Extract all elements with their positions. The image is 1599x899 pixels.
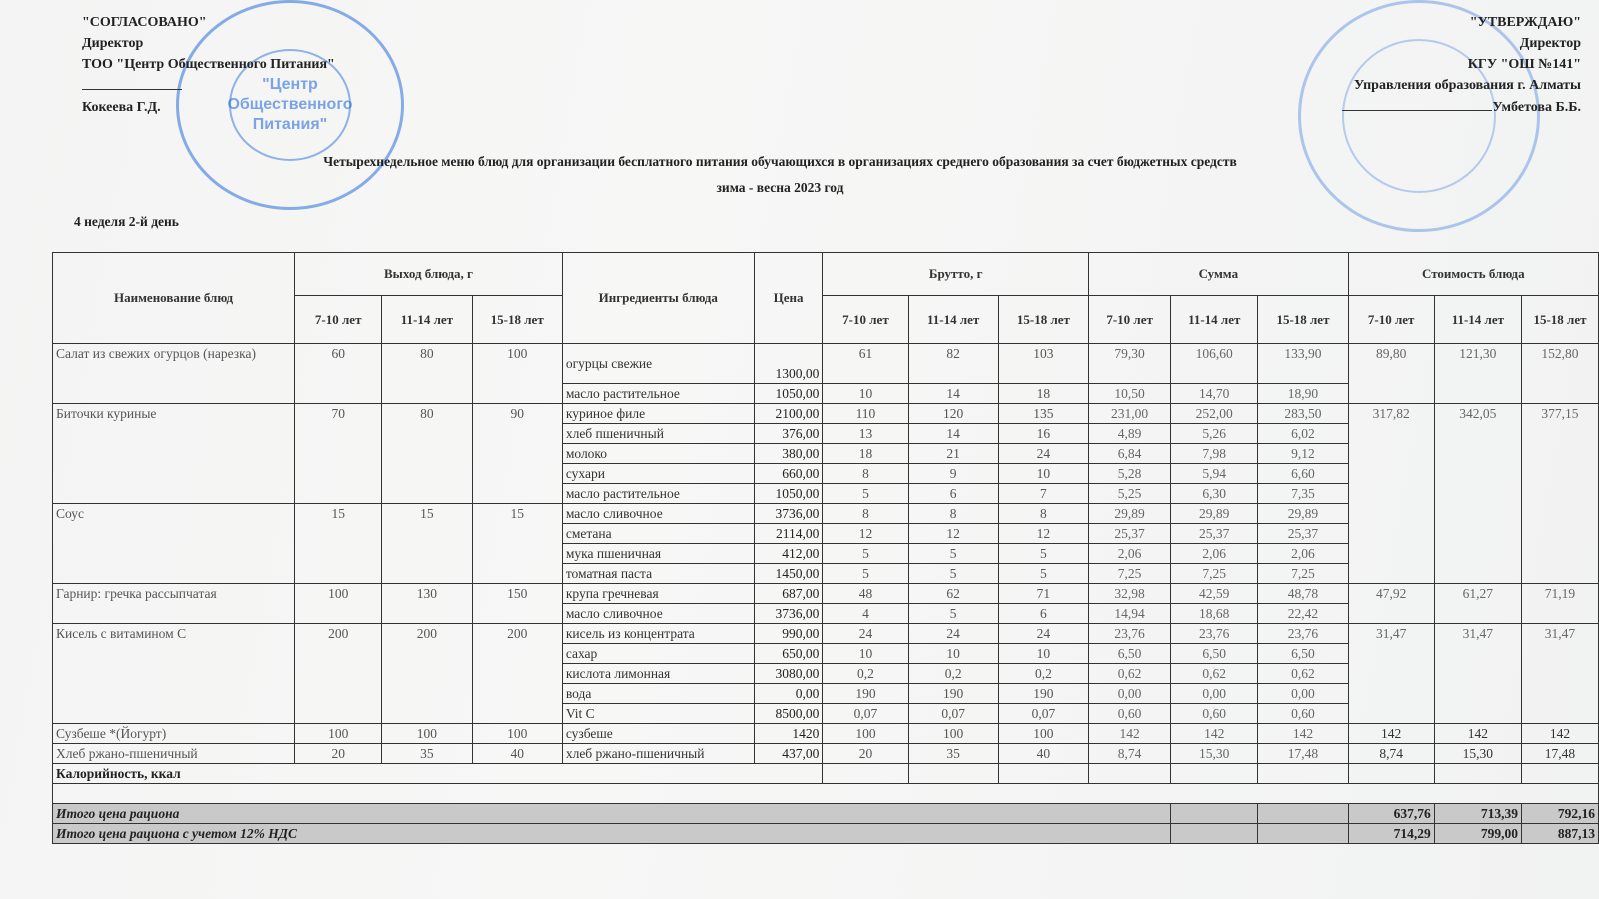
- ingredient-sum: 7,25: [1171, 564, 1258, 584]
- ingredient-price: 3736,00: [754, 504, 823, 524]
- total-vat-value: 714,29: [1348, 824, 1434, 844]
- ingredient-sum: 6,84: [1089, 444, 1171, 464]
- ingredient-sum: 29,89: [1089, 504, 1171, 524]
- ingredient-name: сахар: [562, 644, 754, 664]
- ingredient-sum: 7,25: [1089, 564, 1171, 584]
- header-age: 11-14 лет: [908, 296, 998, 344]
- dish-output: 100: [472, 344, 562, 404]
- ingredient-brutto: 0,07: [823, 704, 908, 724]
- total-vat-value: 887,13: [1521, 824, 1598, 844]
- ingredient-sum: 7,35: [1258, 484, 1348, 504]
- ingredient-price: 3080,00: [754, 664, 823, 684]
- ingredient-brutto: 5: [823, 544, 908, 564]
- ingredient-brutto: 10: [908, 644, 998, 664]
- ingredient-sum: 0,60: [1089, 704, 1171, 724]
- ingredient-sum: 23,76: [1258, 624, 1348, 644]
- dish-output: 40: [472, 744, 562, 764]
- approval-org: КГУ "ОШ №141": [1467, 57, 1581, 72]
- approval-block-left: [82, 12, 335, 118]
- ingredient-sum: 10,50: [1089, 384, 1171, 404]
- ingredient-brutto: 8: [908, 504, 998, 524]
- ingredient-sum: 48,78: [1258, 584, 1348, 604]
- title-line-1: Четырехнедельное меню блюд для организации бесплатного питания обучающихся в организациях среднего образования за счет бюджетных средств: [323, 154, 1237, 169]
- stamp-center-text: "Центр Общественного Питания": [229, 49, 351, 161]
- header-age: 11-14 лет: [382, 296, 472, 344]
- ingredient-sum: 5,94: [1171, 464, 1258, 484]
- ingredient-brutto: 20: [823, 744, 908, 764]
- menu-table-footer: [53, 764, 1599, 844]
- ingredient-sum: 0,60: [1258, 704, 1348, 724]
- header-age: 15-18 лет: [472, 296, 562, 344]
- dish-output: 35: [382, 744, 472, 764]
- ingredient-brutto: 5: [908, 564, 998, 584]
- ingredient-price: 412,00: [754, 544, 823, 564]
- dish-output: 80: [382, 344, 472, 404]
- ingredient-sum: 5,25: [1089, 484, 1171, 504]
- ingredient-sum: 9,12: [1258, 444, 1348, 464]
- ingredient-price: 1050,00: [754, 384, 823, 404]
- dish-cost: 121,30: [1434, 344, 1521, 404]
- dish-name: Салат из свежих огурцов (нарезка): [53, 344, 295, 404]
- dish-output: 100: [295, 584, 382, 624]
- ingredient-brutto: 5: [908, 544, 998, 564]
- dish-cost: 31,47: [1434, 624, 1521, 724]
- ingredient-brutto: 40: [998, 744, 1088, 764]
- ingredient-sum: 106,60: [1171, 344, 1258, 384]
- dish-name: Сузбеше *(Йогурт): [53, 724, 295, 744]
- ingredient-row: [53, 344, 1599, 384]
- ingredient-brutto: 100: [998, 724, 1088, 744]
- ingredient-brutto: 100: [823, 724, 908, 744]
- header-cost: Стоимость блюда: [1348, 253, 1598, 296]
- document-title: [0, 149, 1560, 201]
- ingredient-brutto: 5: [998, 564, 1088, 584]
- header-ingredients: Ингредиенты блюда: [562, 253, 754, 344]
- dish-cost: 142: [1434, 724, 1521, 744]
- header-brutto: Брутто, г: [823, 253, 1089, 296]
- ingredient-name: молоко: [562, 444, 754, 464]
- ingredient-brutto: 18: [998, 384, 1088, 404]
- ingredient-sum: 142: [1258, 724, 1348, 744]
- empty-row: [53, 784, 1599, 804]
- dish-output: 130: [382, 584, 472, 624]
- ingredient-brutto: 5: [998, 544, 1088, 564]
- ingredient-brutto: 62: [908, 584, 998, 604]
- ingredient-price: 437,00: [754, 744, 823, 764]
- signature-line: [1342, 96, 1581, 118]
- ingredient-name: огурцы свежие: [562, 344, 754, 384]
- ingredient-name: сузбеше: [562, 724, 754, 744]
- ingredient-sum: 8,74: [1089, 744, 1171, 764]
- ingredient-name: Vit C: [562, 704, 754, 724]
- ingredient-name: куриное филе: [562, 404, 754, 424]
- ingredient-name: мука пшеничная: [562, 544, 754, 564]
- header-age: 11-14 лет: [1434, 296, 1521, 344]
- ingredient-sum: 283,50: [1258, 404, 1348, 424]
- ingredient-name: масло растительное: [562, 384, 754, 404]
- dish-cost: 377,15: [1521, 404, 1598, 584]
- ingredient-row: [53, 724, 1599, 744]
- total-value: 713,39: [1434, 804, 1521, 824]
- dish-output: 60: [295, 344, 382, 404]
- dish-output: 100: [472, 724, 562, 744]
- ingredient-sum: 23,76: [1171, 624, 1258, 644]
- header-age: 15-18 лет: [1258, 296, 1348, 344]
- ingredient-sum: 25,37: [1171, 524, 1258, 544]
- ingredient-name: томатная паста: [562, 564, 754, 584]
- ingredient-price: 2114,00: [754, 524, 823, 544]
- ingredient-sum: 0,00: [1171, 684, 1258, 704]
- ingredient-name: кисель из концентрата: [562, 624, 754, 644]
- ingredient-sum: 29,89: [1258, 504, 1348, 524]
- ingredient-sum: 23,76: [1089, 624, 1171, 644]
- dish-name: Соус: [53, 504, 295, 584]
- ingredient-sum: 17,48: [1258, 744, 1348, 764]
- dish-output: 100: [295, 724, 382, 744]
- ingredient-sum: 25,37: [1258, 524, 1348, 544]
- ingredient-sum: 7,98: [1171, 444, 1258, 464]
- ingredient-price: 380,00: [754, 444, 823, 464]
- ingredient-sum: 0,62: [1171, 664, 1258, 684]
- ingredient-sum: 0,62: [1258, 664, 1348, 684]
- ingredient-brutto: 71: [998, 584, 1088, 604]
- dish-cost: 89,80: [1348, 344, 1434, 404]
- ingredient-sum: 142: [1171, 724, 1258, 744]
- ingredient-name: сметана: [562, 524, 754, 544]
- header-age: 7-10 лет: [1089, 296, 1171, 344]
- approval-title: "УТВЕРЖДАЮ": [1469, 15, 1581, 30]
- ingredient-row: [53, 744, 1599, 764]
- ingredient-sum: 15,30: [1171, 744, 1258, 764]
- ingredient-sum: 133,90: [1258, 344, 1348, 384]
- dish-cost: 342,05: [1434, 404, 1521, 584]
- ingredient-sum: 6,50: [1089, 644, 1171, 664]
- ingredient-brutto: 5: [823, 564, 908, 584]
- dish-name: Хлеб ржано-пшеничный: [53, 744, 295, 764]
- dish-cost: 31,47: [1521, 624, 1598, 724]
- approval-block-right: [1342, 12, 1581, 118]
- ingredient-sum: 14,94: [1089, 604, 1171, 624]
- ingredient-sum: 14,70: [1171, 384, 1258, 404]
- ingredient-name: хлеб ржано-пшеничный: [562, 744, 754, 764]
- ingredient-sum: 25,37: [1089, 524, 1171, 544]
- ingredient-price: 990,00: [754, 624, 823, 644]
- ingredient-name: крупа гречневая: [562, 584, 754, 604]
- ingredient-brutto: 4: [823, 604, 908, 624]
- ingredient-sum: 6,60: [1258, 464, 1348, 484]
- ingredient-sum: 142: [1089, 724, 1171, 744]
- dish-output: 15: [382, 504, 472, 584]
- menu-table-body: [53, 344, 1599, 764]
- ingredient-name: вода: [562, 684, 754, 704]
- ingredient-row: [53, 404, 1599, 424]
- ingredient-sum: 6,30: [1171, 484, 1258, 504]
- ingredient-sum: 7,25: [1258, 564, 1348, 584]
- ingredient-sum: 6,50: [1258, 644, 1348, 664]
- ingredient-sum: 0,00: [1089, 684, 1171, 704]
- ingredient-sum: 2,06: [1089, 544, 1171, 564]
- dish-output: 70: [295, 404, 382, 504]
- dish-cost: 152,80: [1521, 344, 1598, 404]
- ingredient-price: 1050,00: [754, 484, 823, 504]
- ingredient-brutto: 8: [823, 464, 908, 484]
- approval-title: "СОГЛАСОВАНО": [82, 15, 207, 30]
- ingredient-brutto: 13: [823, 424, 908, 444]
- ingredient-sum: 0,60: [1171, 704, 1258, 724]
- ingredient-brutto: 103: [998, 344, 1088, 384]
- ingredient-brutto: 135: [998, 404, 1088, 424]
- ingredient-sum: 79,30: [1089, 344, 1171, 384]
- ingredient-brutto: 14: [908, 424, 998, 444]
- ingredient-brutto: 8: [823, 504, 908, 524]
- header-age: 15-18 лет: [998, 296, 1088, 344]
- ingredient-brutto: 24: [823, 624, 908, 644]
- dish-output: 90: [472, 404, 562, 504]
- approval-position: Директор: [1519, 36, 1581, 51]
- ingredient-brutto: 12: [908, 524, 998, 544]
- dish-output: 80: [382, 404, 472, 504]
- header-dish: Наименование блюд: [53, 253, 295, 344]
- total-label: Итого цена рациона: [53, 804, 1171, 824]
- ingredient-price: 0,00: [754, 684, 823, 704]
- ingredient-brutto: 110: [823, 404, 908, 424]
- calories-label: Калорийность, ккал: [53, 764, 823, 784]
- ingredient-brutto: 82: [908, 344, 998, 384]
- ingredient-name: сухари: [562, 464, 754, 484]
- ingredient-brutto: 5: [823, 484, 908, 504]
- ingredient-sum: 2,06: [1171, 544, 1258, 564]
- ingredient-brutto: 21: [908, 444, 998, 464]
- ingredient-brutto: 0,2: [908, 664, 998, 684]
- ingredient-brutto: 10: [823, 384, 908, 404]
- ingredient-row: [53, 584, 1599, 604]
- ingredient-price: 1300,00: [754, 344, 823, 384]
- dish-output: 200: [382, 624, 472, 724]
- signature-line: [82, 75, 335, 97]
- ingredient-brutto: 48: [823, 584, 908, 604]
- dish-output: 150: [472, 584, 562, 624]
- dish-output: 200: [472, 624, 562, 724]
- ingredient-brutto: 190: [823, 684, 908, 704]
- total-vat-label: Итого цена рациона с учетом 12% НДС: [53, 824, 1171, 844]
- header-sum: Сумма: [1089, 253, 1349, 296]
- ingredient-sum: 32,98: [1089, 584, 1171, 604]
- ingredient-brutto: 190: [998, 684, 1088, 704]
- dish-cost: 15,30: [1434, 744, 1521, 764]
- ingredient-brutto: 35: [908, 744, 998, 764]
- dish-name: Гарнир: гречка рассыпчатая: [53, 584, 295, 624]
- header-age: 15-18 лет: [1521, 296, 1598, 344]
- ingredient-brutto: 12: [998, 524, 1088, 544]
- dish-cost: 142: [1521, 724, 1598, 744]
- ingredient-brutto: 24: [998, 444, 1088, 464]
- title-line-2: зима - весна 2023 год: [716, 180, 844, 195]
- dish-output: 15: [472, 504, 562, 584]
- dish-cost: 31,47: [1348, 624, 1434, 724]
- dish-name: Кисель с витамином С: [53, 624, 295, 724]
- ingredient-brutto: 6: [908, 484, 998, 504]
- dish-output: 200: [295, 624, 382, 724]
- ingredient-brutto: 61: [823, 344, 908, 384]
- ingredient-brutto: 10: [823, 644, 908, 664]
- dish-cost: 61,27: [1434, 584, 1521, 624]
- total-value: 637,76: [1348, 804, 1434, 824]
- ingredient-brutto: 10: [998, 644, 1088, 664]
- menu-table: [52, 252, 1599, 844]
- ingredient-sum: 5,28: [1089, 464, 1171, 484]
- ingredient-sum: 29,89: [1171, 504, 1258, 524]
- dish-cost: 47,92: [1348, 584, 1434, 624]
- approval-person: Кокеева Г.Д.: [82, 100, 161, 115]
- ingredient-sum: 22,42: [1258, 604, 1348, 624]
- ingredient-sum: 42,59: [1171, 584, 1258, 604]
- ingredient-brutto: 24: [908, 624, 998, 644]
- ingredient-brutto: 0,07: [908, 704, 998, 724]
- ingredient-sum: 18,68: [1171, 604, 1258, 624]
- ingredient-sum: 0,00: [1258, 684, 1348, 704]
- approval-person: Умбетова Б.Б.: [1492, 100, 1581, 115]
- header-age: 7-10 лет: [1348, 296, 1434, 344]
- ingredient-price: 687,00: [754, 584, 823, 604]
- dish-cost: 17,48: [1521, 744, 1598, 764]
- ingredient-brutto: 100: [908, 724, 998, 744]
- header-age: 11-14 лет: [1171, 296, 1258, 344]
- ingredient-price: 1450,00: [754, 564, 823, 584]
- ingredient-sum: 0,62: [1089, 664, 1171, 684]
- dish-cost: 8,74: [1348, 744, 1434, 764]
- dish-output: 100: [382, 724, 472, 744]
- ingredient-sum: 4,89: [1089, 424, 1171, 444]
- header-price: Цена: [754, 253, 823, 344]
- ingredient-price: 1420: [754, 724, 823, 744]
- ingredient-brutto: 12: [823, 524, 908, 544]
- total-vat-row: [53, 824, 1599, 844]
- header-output: Выход блюда, г: [295, 253, 563, 296]
- ingredient-sum: 6,02: [1258, 424, 1348, 444]
- ingredient-brutto: 5: [908, 604, 998, 624]
- approval-dept: Управления образования г. Алматы: [1353, 78, 1581, 93]
- ingredient-sum: 231,00: [1089, 404, 1171, 424]
- ingredient-sum: 5,26: [1171, 424, 1258, 444]
- ingredient-name: масло сливочное: [562, 504, 754, 524]
- total-value: 792,16: [1521, 804, 1598, 824]
- ingredient-brutto: 0,2: [823, 664, 908, 684]
- ingredient-brutto: 0,07: [998, 704, 1088, 724]
- ingredient-price: 8500,00: [754, 704, 823, 724]
- dish-cost: 142: [1348, 724, 1434, 744]
- ingredient-brutto: 14: [908, 384, 998, 404]
- approval-org: ТОО "Центр Общественного Питания": [82, 57, 335, 72]
- ingredient-sum: 2,06: [1258, 544, 1348, 564]
- ingredient-brutto: 0,2: [998, 664, 1088, 684]
- ingredient-brutto: 24: [998, 624, 1088, 644]
- ingredient-brutto: 7: [998, 484, 1088, 504]
- header-age: 7-10 лет: [295, 296, 382, 344]
- ingredient-sum: 252,00: [1171, 404, 1258, 424]
- ingredient-brutto: 10: [998, 464, 1088, 484]
- dish-name: Биточки куриные: [53, 404, 295, 504]
- dish-output: 20: [295, 744, 382, 764]
- ingredient-name: масло растительное: [562, 484, 754, 504]
- total-vat-value: 799,00: [1434, 824, 1521, 844]
- ingredient-price: 2100,00: [754, 404, 823, 424]
- approval-position: Директор: [82, 36, 144, 51]
- ingredient-brutto: 190: [908, 684, 998, 704]
- dish-cost: 317,82: [1348, 404, 1434, 584]
- ingredient-price: 3736,00: [754, 604, 823, 624]
- ingredient-sum: 18,90: [1258, 384, 1348, 404]
- ingredient-brutto: 120: [908, 404, 998, 424]
- dish-output: 15: [295, 504, 382, 584]
- ingredient-name: масло сливочное: [562, 604, 754, 624]
- ingredient-price: 660,00: [754, 464, 823, 484]
- ingredient-name: хлеб пшеничный: [562, 424, 754, 444]
- ingredient-brutto: 6: [998, 604, 1088, 624]
- ingredient-row: [53, 624, 1599, 644]
- ingredient-price: 376,00: [754, 424, 823, 444]
- ingredient-brutto: 8: [998, 504, 1088, 524]
- ingredient-price: 650,00: [754, 644, 823, 664]
- ingredient-name: кислота лимонная: [562, 664, 754, 684]
- ingredient-brutto: 18: [823, 444, 908, 464]
- ingredient-sum: 6,50: [1171, 644, 1258, 664]
- dish-cost: 71,19: [1521, 584, 1598, 624]
- week-day-label: 4 неделя 2-й день: [74, 214, 179, 229]
- ingredient-brutto: 16: [998, 424, 1088, 444]
- header-age: 7-10 лет: [823, 296, 908, 344]
- total-row: [53, 804, 1599, 824]
- ingredient-brutto: 9: [908, 464, 998, 484]
